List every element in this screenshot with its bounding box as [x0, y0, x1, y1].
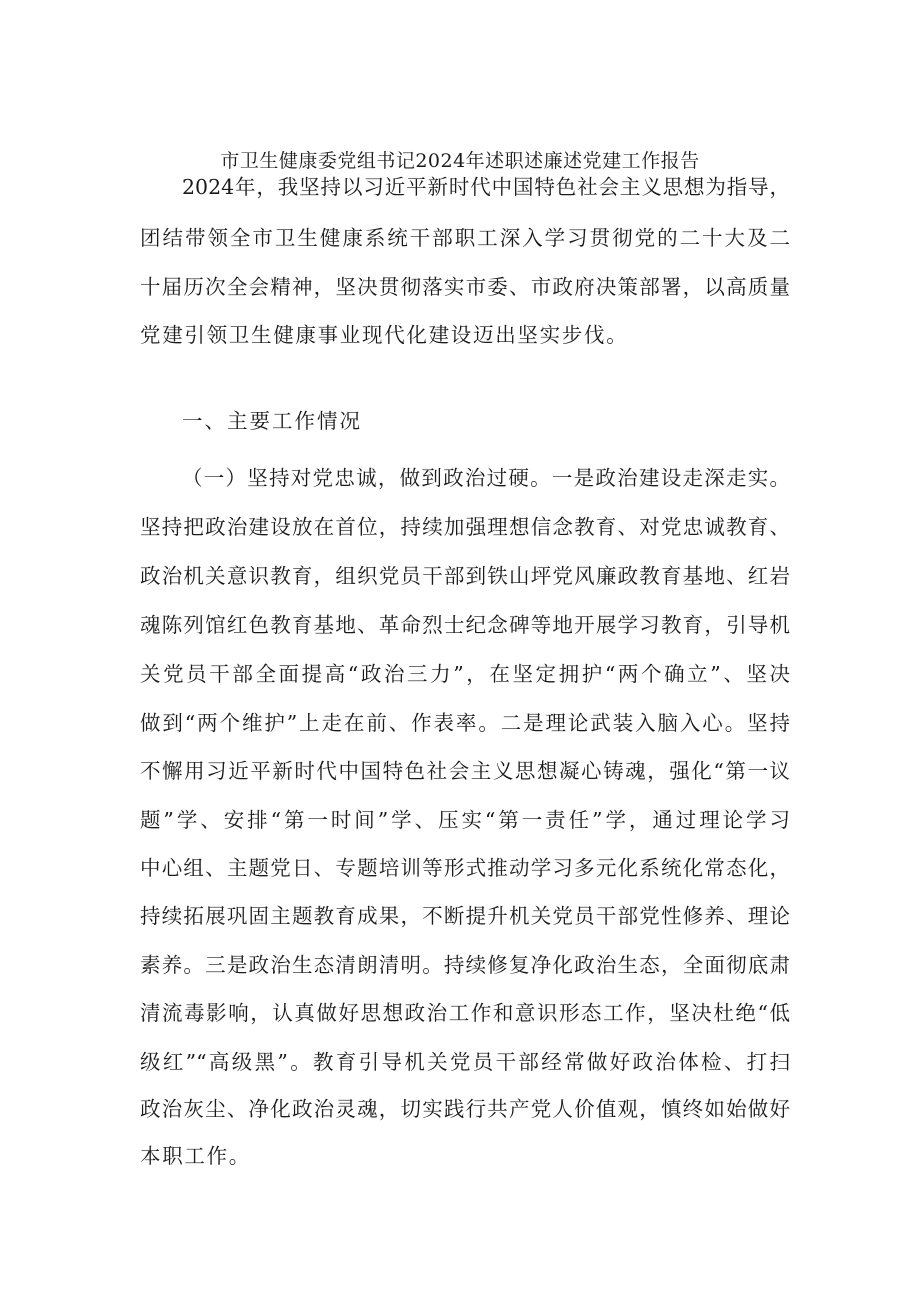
section-line-14: 政治灰尘、净化政治灵魂，切实践行共产党人价值观，慎终如始做好	[140, 1097, 790, 1121]
document-title: 市卫生健康委党组书记2024年述职述廉述党建工作报告	[220, 150, 700, 172]
section-line-15: 本职工作。	[140, 1144, 251, 1168]
section-line-8: 题”学、安排“第一时间”学、压实“第一责任”学，通过理论学习	[140, 808, 790, 832]
section-line-5: 关党员干部全面提高“政治三力”，在坚定拥护“两个确立”、坚决	[140, 662, 790, 686]
section-line-11: 素养。三是政治生态清朗清明。持续修复净化政治生态，全面彻底肃	[140, 953, 790, 977]
section-line-2: 坚持把政治建设放在首位，持续加强理想信念教育、对党忠诚教育、	[140, 515, 790, 539]
intro-line-1: 2024年，我坚持以习近平新时代中国特色社会主义思想为指导，	[182, 175, 790, 199]
section-line-4: 魂陈列馆红色教育基地、革命烈士纪念碑等地开展学习教育，引导机	[140, 613, 790, 637]
section-heading: 一、主要工作情况	[182, 409, 362, 433]
section-line-6: 做到“两个维护”上走在前、作表率。二是理论武装入脑入心。坚持	[140, 711, 790, 735]
section-line-3: 政治机关意识教育，组织党员干部到铁山坪党风廉政教育基地、红岩	[140, 564, 790, 588]
intro-line-3: 十届历次全会精神，坚决贯彻落实市委、市政府决策部署，以高质量	[140, 275, 790, 299]
section-line-12: 清流毒影响，认真做好思想政治工作和意识形态工作，坚决杜绝“低	[140, 1001, 790, 1025]
intro-line-4: 党建引领卫生健康事业现代化建设迈出坚实步伐。	[140, 323, 629, 347]
section-line-9: 中心组、主题党日、专题培训等形式推动学习多元化系统化常态化，	[140, 856, 790, 880]
section-line-1: （一）坚持对党忠诚，做到政治过硬。一是政治建设走深走实。	[182, 466, 790, 490]
section-line-7: 不懈用习近平新时代中国特色社会主义思想凝心铸魂，强化“第一议	[140, 759, 790, 783]
section-line-13: 级红”“高级黑”。教育引导机关党员干部经常做好政治体检、打扫	[140, 1050, 790, 1074]
intro-line-2: 团结带领全市卫生健康系统干部职工深入学习贯彻党的二十大及二	[140, 226, 790, 250]
section-line-10: 持续拓展巩固主题教育成果，不断提升机关党员干部党性修养、理论	[140, 904, 790, 928]
